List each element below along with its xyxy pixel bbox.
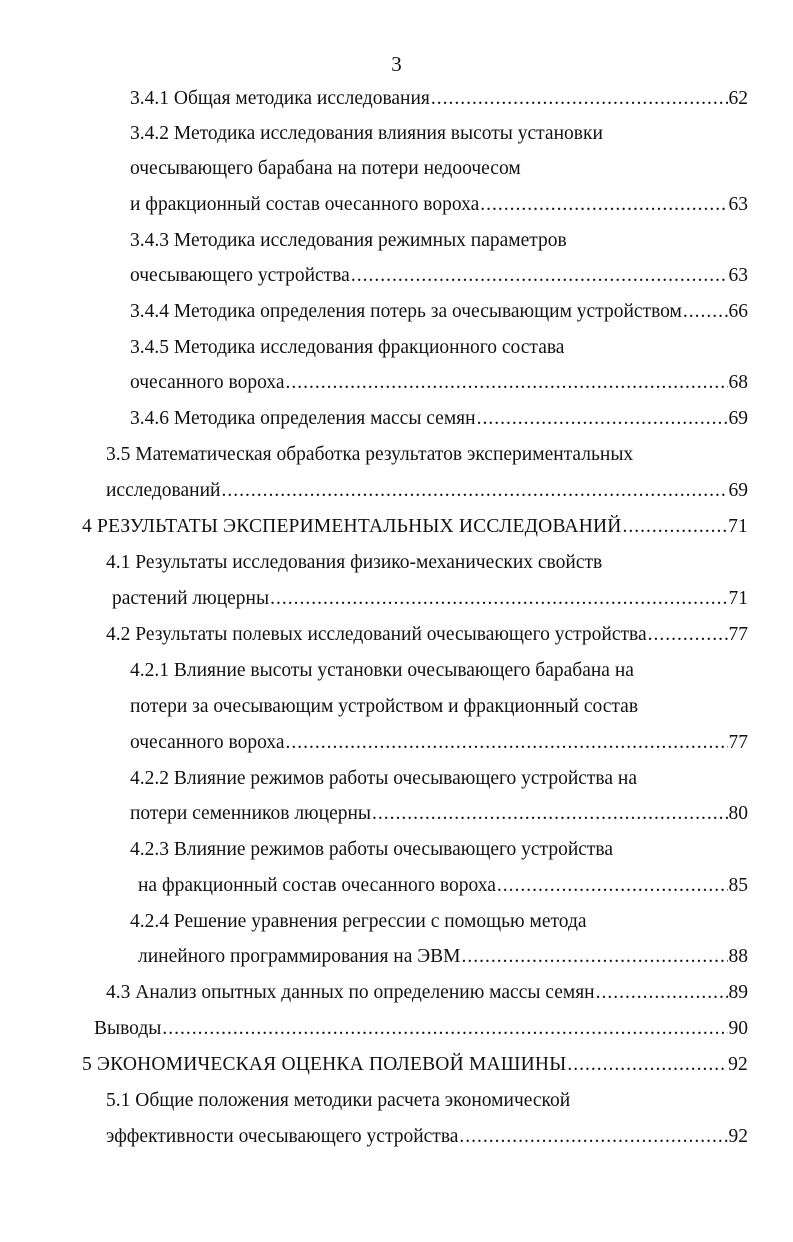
toc-entry-continuation xyxy=(138,874,748,898)
toc-entry-title: 4.2.2 Влияние режимов работы очесывающего устройства на xyxy=(130,768,637,789)
leader-dots xyxy=(480,193,727,217)
leader-dots xyxy=(162,1017,727,1041)
toc-entry-title: потери за очесывающим устройством и фракционный состав xyxy=(130,696,639,717)
toc-entry-continuation xyxy=(130,802,748,826)
toc-entry-page: 90 xyxy=(728,1018,748,1039)
leader-dots xyxy=(351,264,728,288)
toc-entry xyxy=(130,336,564,360)
toc-entry-title: 4.2.3 Влияние режимов работы очесывающего устройства xyxy=(130,839,614,860)
toc-entry-title: 5.1 Общие положения методики расчета экономической xyxy=(106,1090,571,1111)
toc-entry-page: 92 xyxy=(728,1054,748,1075)
toc-entry-title: и фракционный состав очесанного вороха xyxy=(130,194,480,215)
toc-entry-continuation xyxy=(130,731,748,755)
leader-dots xyxy=(459,1125,727,1149)
toc-entry-title: 4.2.1 Влияние высоты установки очесывающего барабана на xyxy=(130,660,634,681)
toc-entry-page: 69 xyxy=(728,480,748,501)
leader-dots xyxy=(372,802,727,826)
toc-entry xyxy=(130,659,634,683)
toc-entry-title: 3.4.4 Методика определения потерь за очесывающим устройством xyxy=(130,301,682,322)
toc-entry-title: очесывающего устройства xyxy=(130,265,350,286)
toc-entry-page: 85 xyxy=(728,875,748,896)
page-number: 3 xyxy=(391,52,402,76)
toc-entry-page: 88 xyxy=(728,946,748,967)
toc-entry-title: на фракционный состав очесанного вороха xyxy=(138,875,496,896)
toc-entry-page: 62 xyxy=(728,88,748,109)
toc-entry-continuation xyxy=(130,371,748,395)
leader-dots xyxy=(286,731,728,755)
toc-entry-title: 3.5 Математическая обработка результатов экспериментальных xyxy=(106,444,634,465)
toc-entry xyxy=(130,300,748,324)
toc-chapter-title: 4 РЕЗУЛЬТАТЫ ЭКСПЕРИМЕНТАЛЬНЫХ ИССЛЕДОВАНИЙ xyxy=(82,516,622,537)
toc-entry-title: 3.4.6 Методика определения массы семян xyxy=(130,408,476,429)
toc-chapter xyxy=(82,1053,748,1077)
toc-entry-title: 3.4.5 Методика исследования фракционного состава xyxy=(130,337,565,358)
toc-entry-continuation xyxy=(130,264,748,288)
leader-dots xyxy=(623,515,728,539)
toc-entry xyxy=(106,981,748,1005)
toc-entry-title: потери семенников люцерны xyxy=(130,803,372,824)
toc-entry-title: 4.2.4 Решение уравнения регрессии с помощью метода xyxy=(130,911,587,932)
toc-entry-title: эффективности очесывающего устройства xyxy=(106,1126,459,1147)
leader-dots xyxy=(497,874,728,898)
toc-entry-title: очесанного вороха xyxy=(130,732,285,753)
leader-dots xyxy=(596,981,728,1005)
toc-entry-page: 68 xyxy=(728,372,748,393)
toc-chapter-title: 5 ЭКОНОМИЧЕСКАЯ ОЦЕНКА ПОЛЕВОЙ МАШИНЫ xyxy=(82,1054,567,1075)
toc-entry xyxy=(130,910,587,934)
toc-entry xyxy=(106,623,748,647)
leader-dots xyxy=(567,1053,727,1077)
toc-entry xyxy=(130,122,603,146)
toc-entry xyxy=(130,767,637,791)
toc-entry-continuation xyxy=(138,945,748,969)
toc-entry-title: Выводы xyxy=(94,1018,162,1039)
toc-entry-title: 4.3 Анализ опытных данных по определению массы семян xyxy=(106,982,595,1003)
toc-chapter xyxy=(82,515,748,539)
toc-entry-page: 63 xyxy=(728,194,748,215)
toc-entry-page: 92 xyxy=(728,1126,748,1147)
toc-entry-continuation xyxy=(130,193,748,217)
toc-entry-continuation xyxy=(106,1125,748,1149)
toc-entry-title: 4.2 Результаты полевых исследований очесывающего устройства xyxy=(106,624,647,645)
toc-entry xyxy=(130,87,748,111)
toc-entry-page: 71 xyxy=(728,588,748,609)
toc-entry-title: растений люцерны xyxy=(112,588,270,609)
toc-entry-continuation xyxy=(112,587,748,611)
toc-entry-continuation xyxy=(130,157,521,181)
toc-entry-title: 3.4.1 Общая методика исследования xyxy=(130,88,430,109)
toc-entry-page: 66 xyxy=(728,301,748,322)
leader-dots xyxy=(221,479,727,503)
toc-entry-continuation xyxy=(106,479,748,503)
toc-entry-page: 69 xyxy=(728,408,748,429)
leader-dots xyxy=(648,623,728,647)
toc-entry-title: линейного программирования на ЭВМ xyxy=(138,946,461,967)
leader-dots xyxy=(286,371,728,395)
toc-entry-title: очесывающего барабана на потери недоочесом xyxy=(130,158,521,179)
toc-entry xyxy=(130,838,613,862)
leader-dots xyxy=(270,587,727,611)
toc-entry-title: исследований xyxy=(106,480,221,501)
toc-entry xyxy=(130,407,748,431)
toc-entry-title: 3.4.3 Методика исследования режимных параметров xyxy=(130,230,567,251)
toc-entry-page: 89 xyxy=(728,982,748,1003)
toc-entry-page: 71 xyxy=(728,516,748,537)
toc-entry-continuation xyxy=(130,695,638,719)
toc-entry xyxy=(130,229,567,253)
leader-dots xyxy=(477,407,728,431)
toc-entry xyxy=(106,551,602,575)
toc-entry xyxy=(94,1017,748,1041)
toc-entry xyxy=(106,1089,570,1113)
toc-entry-page: 63 xyxy=(728,265,748,286)
toc-entry-title: очесанного вороха xyxy=(130,372,285,393)
toc-entry-title: 4.1 Результаты исследования физико-механических свойств xyxy=(106,552,603,573)
toc-entry-page: 77 xyxy=(728,732,748,753)
toc-entry-title: 3.4.2 Методика исследования влияния высоты установки xyxy=(130,123,603,144)
toc-entry xyxy=(106,443,633,467)
leader-dots xyxy=(431,87,728,111)
toc-entry-page: 80 xyxy=(728,803,748,824)
leader-dots xyxy=(461,945,727,969)
toc-entry-page: 77 xyxy=(728,624,748,645)
leader-dots xyxy=(683,300,728,324)
